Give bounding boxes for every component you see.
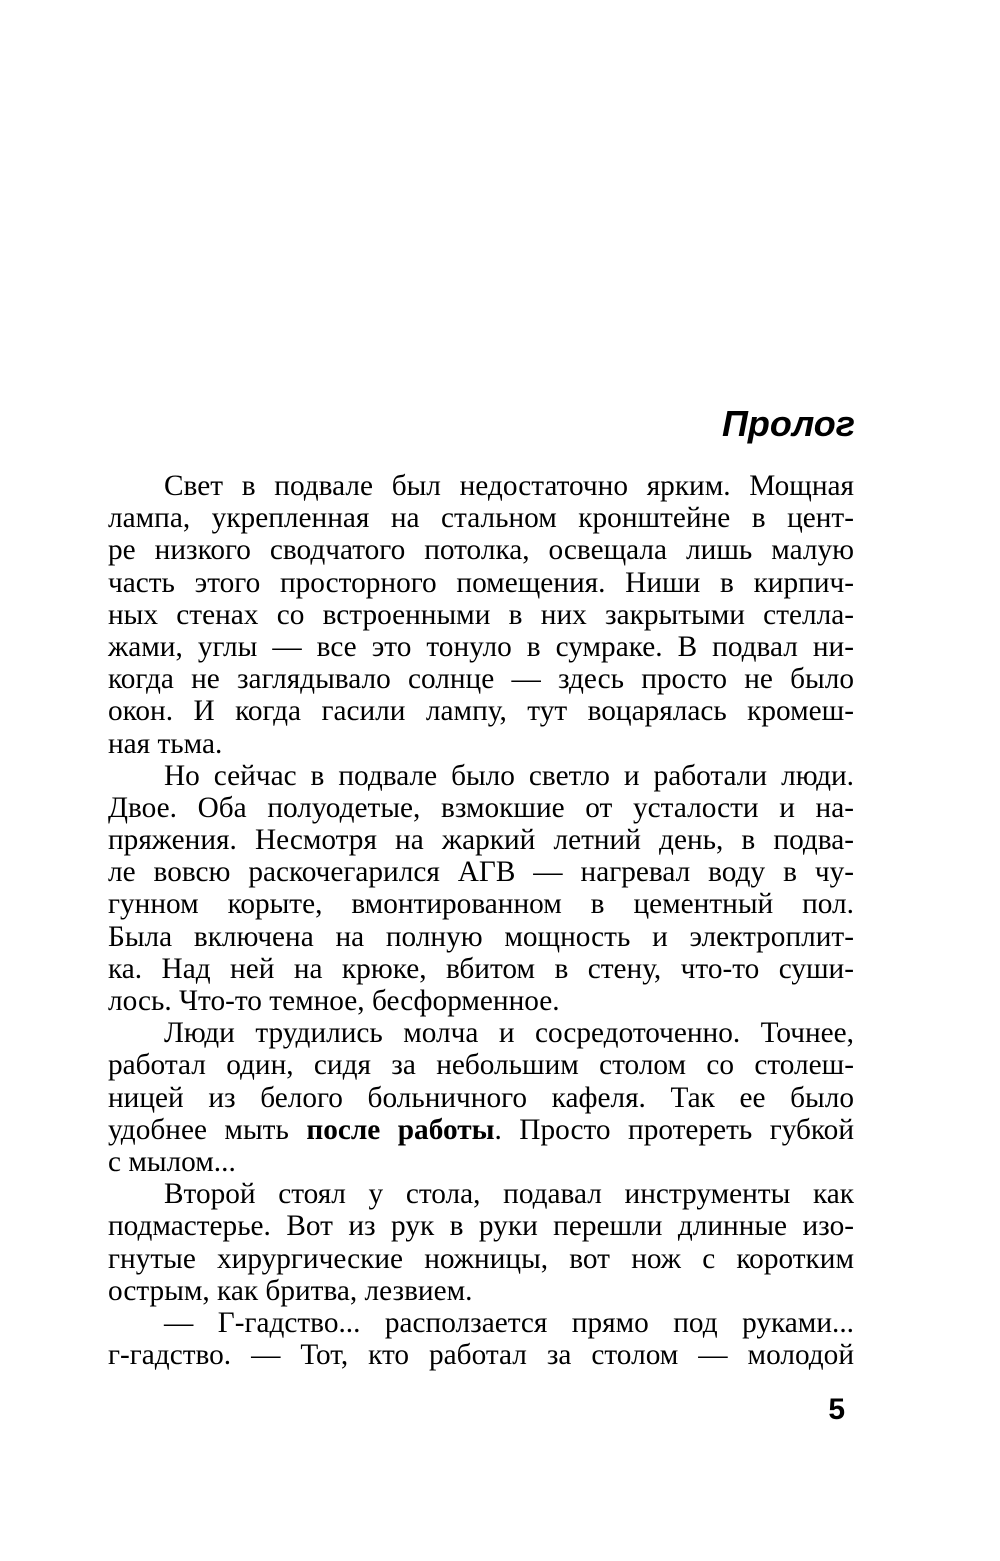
text-line: Но сейчас в подвале было светло и работали люди. — [164, 759, 854, 792]
text-line: Люди трудились молча и сосредоточенно. Точнее, — [164, 1017, 854, 1050]
text-line: ницей из белого больничного кафеля. Так ее было — [108, 1081, 854, 1114]
bold-emphasis: после работы — [306, 1113, 495, 1146]
text-line: острым, как бритва, лезвием. — [108, 1274, 473, 1307]
text-line: — Г-гадство... расползается прямо под руками... — [164, 1306, 854, 1339]
text-line: ле вовсю раскочегарился АГВ — нагревал воду в чу- — [108, 856, 854, 889]
text-line: ная тьма. — [108, 727, 223, 760]
text-segment: . Просто протереть губкой — [494, 1113, 854, 1146]
text-line: ре низкого сводчатого потолка, освещала лишь малую — [108, 534, 854, 567]
text-line: гунном корыте, вмонтированном в цементный пол. — [108, 888, 854, 921]
text-line: Второй стоял у стола, подавал инструменты как — [164, 1178, 854, 1211]
text-line: жами, углы — все это тонуло в сумраке. В подвал ни- — [108, 630, 854, 663]
chapter-title: Пролог — [722, 403, 855, 444]
text-line: Свет в подвале был недостаточно ярким. Мощная — [164, 470, 854, 502]
text-line: работал один, сидя за небольшим столом со столеш- — [108, 1049, 854, 1082]
text-line: ных стенах со встроенными в них закрытыми стелла- — [108, 598, 854, 631]
text-line: когда не заглядывало солнце — здесь просто не было — [108, 663, 854, 696]
text-line: ка. Над ней на крюке, вбитом в стену, что-то суши- — [108, 952, 854, 985]
page-number: 5 — [828, 1393, 845, 1426]
text-line: лось. Что-то темное, бесформенное. — [108, 985, 560, 1017]
text-line: гнутые хирургические ножницы, вот нож с коротким — [108, 1242, 854, 1275]
text-line: подмастерье. Вот из рук в руки перешли длинные изо- — [108, 1210, 854, 1243]
text-line: Была включена на полную мощность и электроплит- — [108, 920, 854, 953]
text-line: с мылом... — [108, 1145, 236, 1178]
body-text — [108, 470, 854, 1371]
text-line: Двое. Оба полуодетые, взмокшие от усталости и на- — [108, 791, 854, 824]
text-line: г-гадство. — Тот, кто работал за столом — молодой — [108, 1339, 854, 1372]
text-segment: удобнее мыть — [108, 1113, 307, 1146]
text-line — [108, 1114, 854, 1146]
text-line: пряжения. Несмотря на жаркий летний день, в подва- — [108, 824, 854, 857]
text-line: окон. И когда гасили лампу, тут воцарялась кромеш- — [108, 695, 854, 728]
text-line: лампа, укрепленная на стальном кронштейне в цент- — [108, 502, 854, 535]
text-line: часть этого просторного помещения. Ниши в кирпич- — [108, 566, 854, 599]
